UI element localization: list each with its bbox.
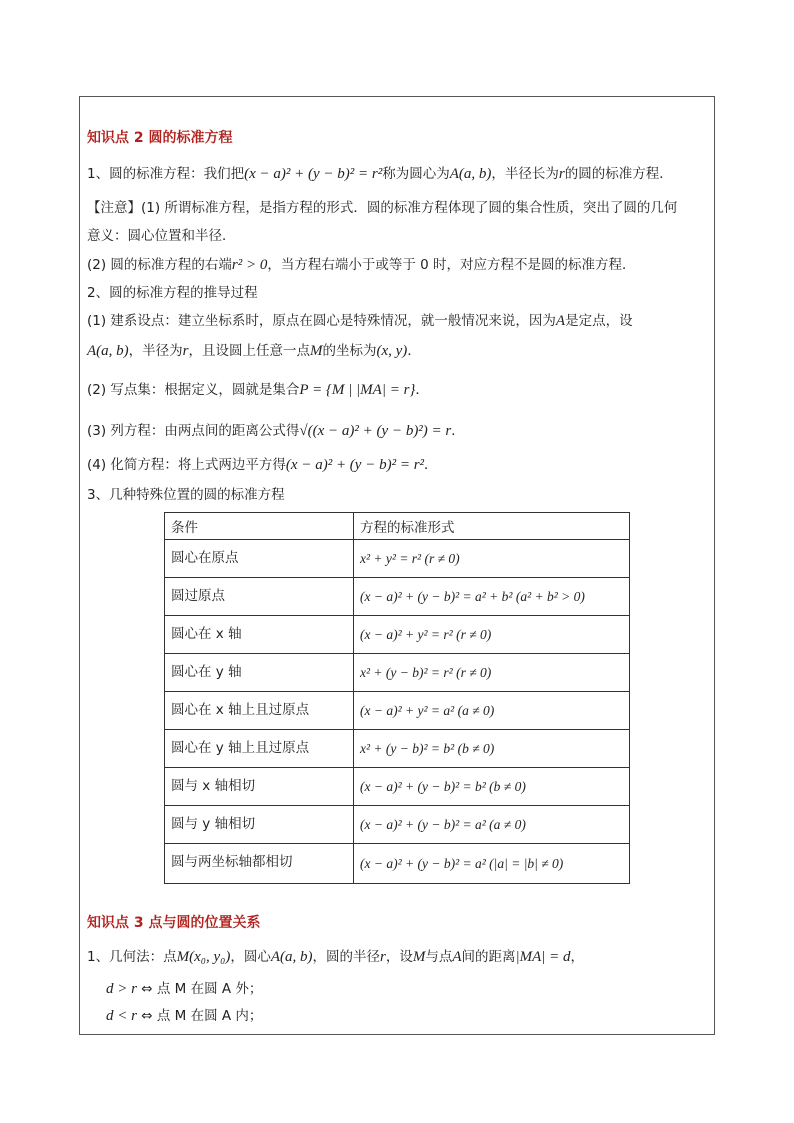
case-inside: d < r ⇔ 点 M 在圆 A 内； xyxy=(106,1008,263,1024)
note-line-1: 【注意】(1) 所谓标准方程，是指方程的形式．圆的标准方程体现了圆的集合性质，突出了圆的几何 xyxy=(87,200,678,216)
section-3-heading: 知识点 3 点与圆的位置关系 xyxy=(87,915,261,931)
step-4: (4) 化简方程：将上式两边平方得(x − a)² + (y − b)² = r²． xyxy=(87,457,438,473)
table-row: 圆心在 x 轴上且过原点 (x − a)² + y² = a² (a ≠ 0) xyxy=(165,692,630,730)
geometric-method: 1、几何法：点M(x₀, y₀)，圆心A(a, b)，圆的半径r，设M与点A间的距离|MA| = d， xyxy=(87,949,585,965)
standard-equation: (x − a)² + (y − b)² = r² xyxy=(244,166,383,182)
paragraph-1: 1、圆的标准方程：我们把(x − a)² + (y − b)² = r²称为圆心为A(a, b)，半径长为r的圆的标准方程． xyxy=(87,166,673,182)
note-2: (2) 圆的标准方程的右端r² > 0，当方程右端小于或等于 0 时，对应方程不是圆的标准方程． xyxy=(87,257,636,273)
center-point: A(a, b) xyxy=(449,166,492,182)
step-2: (2) 写点集：根据定义，圆就是集合P = {M | |MA| = r}． xyxy=(87,382,429,398)
table-row: 圆与 x 轴相切 (x − a)² + (y − b)² = b² (b ≠ 0) xyxy=(165,768,630,806)
set-expression: P = {M | |MA| = r} xyxy=(299,382,416,398)
step-1-line-2: A(a, b)，半径为r，且设圆上任意一点M的坐标为(x, y)． xyxy=(87,343,421,359)
table-row: 圆过原点 (x − a)² + (y − b)² = a² + b² (a² + b² > 0) xyxy=(165,578,630,616)
special-circle-table xyxy=(164,512,630,884)
table-row: 圆与 y 轴相切 (x − a)² + (y − b)² = a² (a ≠ 0) xyxy=(165,806,630,844)
table-row: 圆与两坐标轴都相切 (x − a)² + (y − b)² = a² (|a| = |b| ≠ 0) xyxy=(165,844,630,884)
section-2-heading: 知识点 2 圆的标准方程 xyxy=(87,130,233,146)
header-condition: 条件 xyxy=(165,513,354,540)
derivation-title: 2、圆的标准方程的推导过程 xyxy=(87,285,258,301)
step-1-line-1: (1) 建系设点：建立坐标系时，原点在圆心是特殊情况，就一般情况来说，因为A是定点，设 xyxy=(87,313,633,329)
note-line-2: 意义：圆心位置和半径． xyxy=(87,228,236,244)
table-row: 圆心在 x 轴 (x − a)² + y² = r² (r ≠ 0) xyxy=(165,616,630,654)
table-row: 圆心在原点 x² + y² = r² (r ≠ 0) xyxy=(165,540,630,578)
table-header-row xyxy=(165,513,630,540)
special-positions-title: 3、几种特殊位置的圆的标准方程 xyxy=(87,487,285,503)
table-row: 圆心在 y 轴 x² + (y − b)² = r² (r ≠ 0) xyxy=(165,654,630,692)
table-row: 圆心在 y 轴上且过原点 x² + (y − b)² = b² (b ≠ 0) xyxy=(165,730,630,768)
case-outside: d > r ⇔ 点 M 在圆 A 外； xyxy=(106,981,263,997)
step-3: (3) 列方程：由两点间的距离公式得√((x − a)² + (y − b)²) = r． xyxy=(87,423,465,439)
distance-formula: √((x − a)² + (y − b)²) = r xyxy=(299,423,452,439)
header-equation: 方程的标准形式 xyxy=(354,513,630,540)
